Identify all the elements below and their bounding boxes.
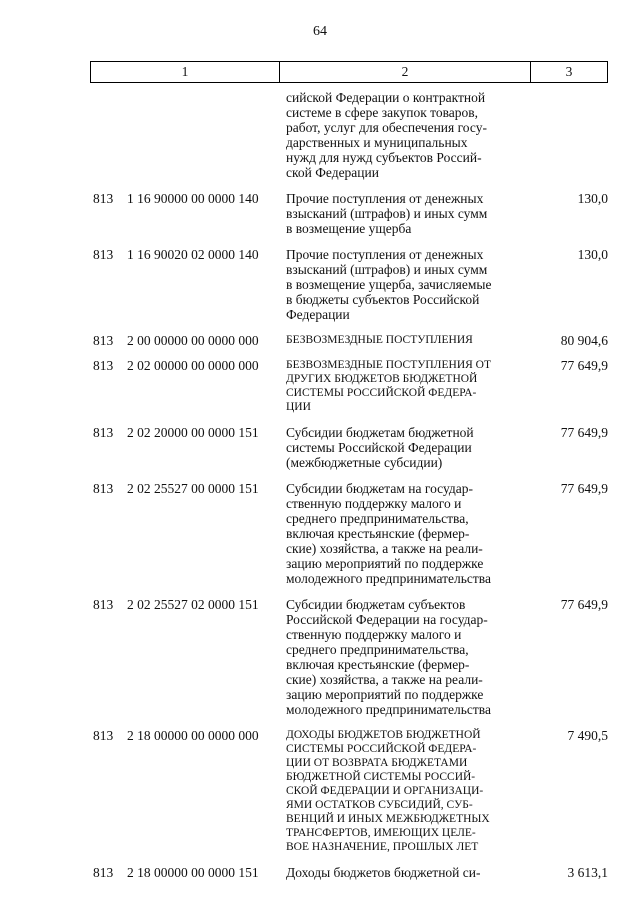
budget-classification-code: 2 02 00000 00 0000 000 <box>127 358 259 373</box>
description-line: Доходы бюджетов бюджетной си- <box>286 865 481 880</box>
description-line: включая крестьянские (фермер- <box>286 657 470 672</box>
income-description <box>286 728 516 854</box>
description-line: взысканий (штрафов) и иных сумм <box>286 206 488 221</box>
description-line: молодежного предпринимательства <box>286 702 491 717</box>
amount-value: 77 649,9 <box>560 481 608 496</box>
table-row <box>0 597 640 717</box>
description-line: Прочие поступления от денежных <box>286 191 484 206</box>
description-line: СИСТЕМЫ РОССИЙСКОЙ ФЕДЕРА- <box>286 743 477 755</box>
table-row <box>0 90 640 180</box>
income-description <box>286 425 516 470</box>
amount-value: 130,0 <box>577 191 608 206</box>
table-row <box>0 865 640 880</box>
description-line: дарственных и муниципальных <box>286 135 468 150</box>
amount-value: 7 490,5 <box>567 728 608 743</box>
table-row <box>0 728 640 854</box>
column-3-header: 3 <box>565 64 573 79</box>
description-line: ВЕНЦИЙ И ИНЫХ МЕЖБЮДЖЕТНЫХ <box>286 813 490 825</box>
description-line: в возмещение ущерба, зачисляемые <box>286 277 492 292</box>
amount-value: 80 904,6 <box>560 333 608 348</box>
income-description <box>286 865 516 880</box>
admin-code: 813 <box>93 481 114 496</box>
description-line: ские) хозяйства, а также на реали- <box>286 672 483 687</box>
description-line: ской Федерации <box>286 165 379 180</box>
description-line: работ, услуг для обеспечения госу- <box>286 120 487 135</box>
description-line: БЕЗВОЗМЕЗДНЫЕ ПОСТУПЛЕНИЯ <box>286 334 473 346</box>
admin-code: 813 <box>93 425 114 440</box>
income-description <box>286 481 516 586</box>
budget-classification-code: 1 16 90020 02 0000 140 <box>127 247 259 262</box>
description-line: ские) хозяйства, а также на реали- <box>286 541 483 556</box>
table-row <box>0 358 640 414</box>
income-description <box>286 358 516 414</box>
budget-classification-code: 2 02 20000 00 0000 151 <box>127 425 259 440</box>
description-line: ЯМИ ОСТАТКОВ СУБСИДИЙ, СУБ- <box>286 799 473 811</box>
description-line: взысканий (штрафов) и иных сумм <box>286 262 488 277</box>
income-description <box>286 597 516 717</box>
table-row <box>0 191 640 236</box>
page-number: 64 <box>313 24 327 39</box>
column-1-header: 1 <box>91 62 280 82</box>
income-description <box>286 247 516 322</box>
description-line: Прочие поступления от денежных <box>286 247 484 262</box>
admin-code: 813 <box>93 358 114 373</box>
budget-classification-code: 2 02 25527 02 0000 151 <box>127 597 259 612</box>
description-line: Субсидии бюджетам субъектов <box>286 597 466 612</box>
description-line: ВОЕ НАЗНАЧЕНИЕ, ПРОШЛЫХ ЛЕТ <box>286 841 479 853</box>
description-line: молодежного предпринимательства <box>286 571 491 586</box>
description-line: зацию мероприятий по поддержке <box>286 556 484 571</box>
description-line: нужд для нужд субъектов Россий- <box>286 150 482 165</box>
description-line: ЦИИ <box>286 401 311 413</box>
admin-code: 813 <box>93 333 114 348</box>
amount-value: 3 613,1 <box>567 865 608 880</box>
admin-code: 813 <box>93 728 114 743</box>
budget-table-body <box>0 90 640 891</box>
description-line: ЦИИ ОТ ВОЗВРАТА БЮДЖЕТАМИ <box>286 757 468 769</box>
description-line: ДРУГИХ БЮДЖЕТОВ БЮДЖЕТНОЙ <box>286 373 478 385</box>
description-line: СИСТЕМЫ РОССИЙСКОЙ ФЕДЕРА- <box>286 387 477 399</box>
admin-code: 813 <box>93 191 114 206</box>
amount-value: 77 649,9 <box>560 425 608 440</box>
description-line: ДОХОДЫ БЮДЖЕТОВ БЮДЖЕТНОЙ <box>286 729 481 741</box>
description-line: СКОЙ ФЕДЕРАЦИИ И ОРГАНИЗАЦИ- <box>286 785 484 797</box>
amount-value: 77 649,9 <box>560 597 608 612</box>
budget-classification-code: 2 00 00000 00 0000 000 <box>127 333 259 348</box>
description-line: Федерации <box>286 307 350 322</box>
table-row <box>0 425 640 470</box>
income-description <box>286 90 516 180</box>
admin-code: 813 <box>93 247 114 262</box>
description-line: ственную поддержку малого и <box>286 496 462 511</box>
description-line: среднего предпринимательства, <box>286 642 469 657</box>
description-line: ственную поддержку малого и <box>286 627 462 642</box>
description-line: в возмещение ущерба <box>286 221 412 236</box>
table-row <box>0 481 640 586</box>
admin-code: 813 <box>93 865 114 880</box>
income-description <box>286 191 516 236</box>
description-line: сийской Федерации о контрактной <box>286 90 486 105</box>
description-line: системы Российской Федерации <box>286 440 472 455</box>
budget-classification-code: 2 18 00000 00 0000 000 <box>127 728 259 743</box>
description-line: Субсидии бюджетам бюджетной <box>286 425 474 440</box>
budget-classification-code: 1 16 90000 00 0000 140 <box>127 191 259 206</box>
description-line: БЕЗВОЗМЕЗДНЫЕ ПОСТУПЛЕНИЯ ОТ <box>286 359 491 371</box>
description-line: среднего предпринимательства, <box>286 511 469 526</box>
description-line: Российской Федерации на государ- <box>286 612 488 627</box>
table-row <box>0 247 640 322</box>
admin-code: 813 <box>93 597 114 612</box>
budget-classification-code: 2 02 25527 00 0000 151 <box>127 481 259 496</box>
description-line: Субсидии бюджетам на государ- <box>286 481 473 496</box>
description-line: (межбюджетные субсидии) <box>286 455 443 470</box>
description-line: БЮДЖЕТНОЙ СИСТЕМЫ РОССИЙ- <box>286 771 476 783</box>
description-line: зацию мероприятий по поддержке <box>286 687 484 702</box>
description-line: ТРАНСФЕРТОВ, ИМЕЮЩИХ ЦЕЛЕ- <box>286 827 476 839</box>
table-row <box>0 333 640 347</box>
budget-classification-code: 2 18 00000 00 0000 151 <box>127 865 259 880</box>
description-line: системе в сфере закупок товаров, <box>286 105 479 120</box>
amount-value: 130,0 <box>577 247 608 262</box>
income-description <box>286 333 516 347</box>
amount-value: 77 649,9 <box>560 358 608 373</box>
table-column-header <box>90 61 608 83</box>
description-line: включая крестьянские (фермер- <box>286 526 470 541</box>
column-2-header: 2 <box>280 62 531 82</box>
description-line: в бюджеты субъектов Российской <box>286 292 480 307</box>
